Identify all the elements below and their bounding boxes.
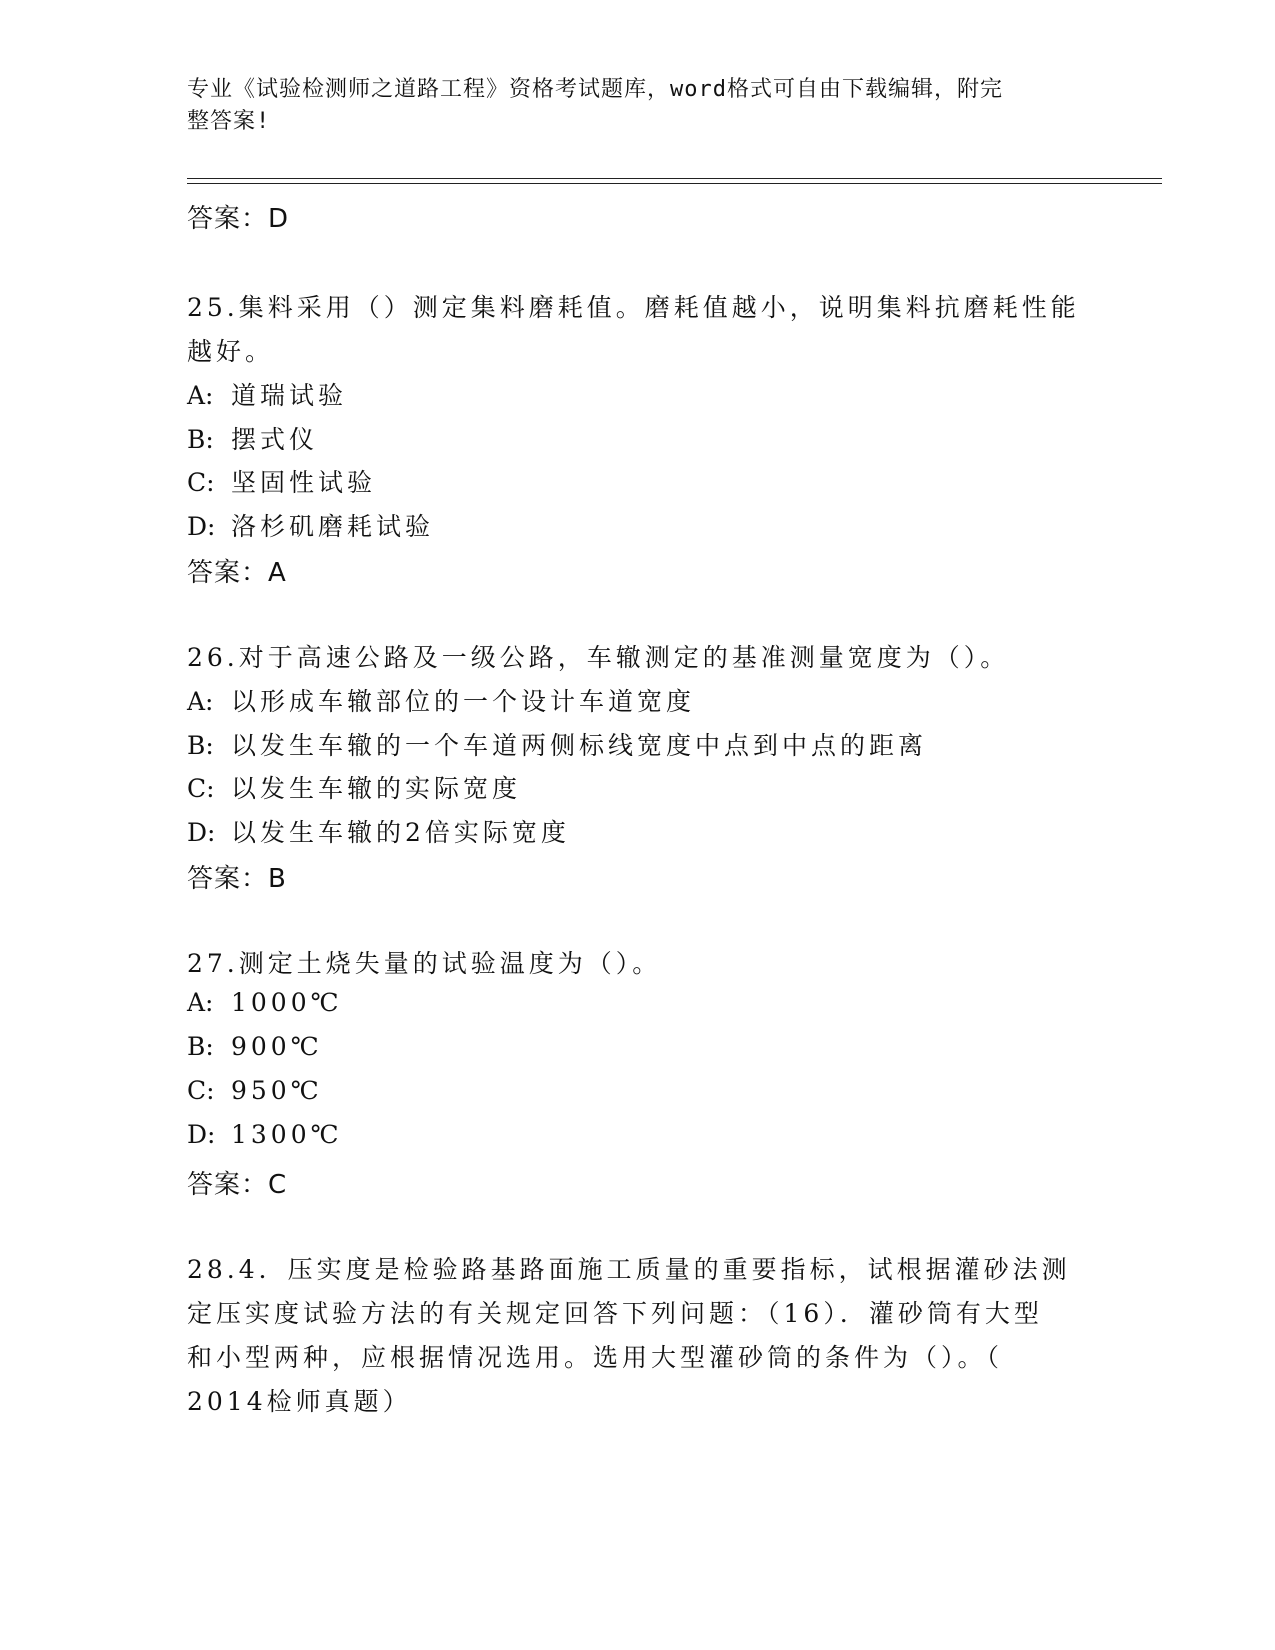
option-letter: B:	[187, 1032, 214, 1061]
question-28-stem-line-4: 2014检师真题）	[187, 1387, 412, 1416]
option-letter: A:	[187, 988, 214, 1017]
option-letter: A:	[187, 687, 214, 716]
question-27-option-d	[187, 1120, 343, 1149]
question-28-stem-line-3: 和小型两种，应根据情况选用。选用大型灌砂筒的条件为（）。（	[187, 1343, 1004, 1372]
option-letter: C:	[187, 1076, 215, 1105]
question-27-option-c	[187, 1076, 323, 1105]
option-letter: B:	[187, 425, 214, 454]
option-text: 摆式仪	[231, 425, 319, 454]
question-25-option-d	[187, 507, 434, 543]
option-letter: D:	[187, 512, 216, 541]
document-header-note	[187, 74, 1087, 138]
option-letter: A:	[187, 381, 214, 410]
question-27-stem-line-1: 27.测定土烧失量的试验温度为（）。	[187, 949, 662, 978]
option-text: 1300℃	[231, 1120, 343, 1149]
question-26-option-b	[187, 726, 927, 762]
header-note-line-1: 专业《试验检测师之道路工程》资格考试题库，word格式可自由下载编辑，附完	[187, 77, 1003, 102]
question-25-answer: 答案：A	[187, 558, 287, 588]
question-27-option-b	[187, 1032, 323, 1061]
question-27-answer: 答案：C	[187, 1170, 288, 1200]
option-letter: D:	[187, 1120, 216, 1149]
question-28-stem-line-2: 定压实度试验方法的有关规定回答下列问题：（16）．灌砂筒有大型	[187, 1299, 1043, 1328]
header-note-line-2: 整答案!	[187, 109, 271, 134]
question-26-stem-line-1: 26.对于高速公路及一级公路，车辙测定的基准测量宽度为（）。	[187, 643, 1010, 672]
question-25-option-a	[187, 376, 347, 412]
header-divider-top	[187, 178, 1162, 179]
option-text: 以发生车辙的实际宽度	[231, 774, 522, 803]
option-letter: C:	[187, 774, 215, 803]
option-text: 坚固性试验	[231, 468, 377, 497]
option-text: 以发生车辙的2倍实际宽度	[231, 818, 570, 847]
option-letter: D:	[187, 818, 216, 847]
question-25-stem-line-2: 越好。	[187, 337, 275, 366]
option-text: 以发生车辙的一个车道两侧标线宽度中点到中点的距离	[231, 731, 928, 760]
option-text: 900℃	[231, 1032, 323, 1061]
option-letter: B:	[187, 731, 214, 760]
option-text: 以形成车辙部位的一个设计车道宽度	[231, 687, 696, 716]
option-letter: C:	[187, 468, 215, 497]
header-divider-bottom	[187, 183, 1162, 184]
question-27-option-a	[187, 988, 343, 1017]
previous-answer: 答案：D	[187, 204, 290, 234]
question-25-stem-line-1: 25.集料采用（）测定集料磨耗值。磨耗值越小，说明集料抗磨耗性能	[187, 293, 1080, 322]
option-text: 道瑞试验	[231, 381, 348, 410]
question-28-stem-line-1: 28.4．压实度是检验路基路面施工质量的重要指标，试根据灌砂法测	[187, 1255, 1071, 1284]
option-text: 洛杉矶磨耗试验	[231, 512, 435, 541]
question-26-option-a	[187, 682, 695, 718]
question-25-option-c	[187, 463, 376, 499]
question-26-option-d	[187, 813, 570, 849]
question-26-answer: 答案：B	[187, 864, 287, 894]
option-text: 950℃	[231, 1076, 323, 1105]
option-text: 1000℃	[231, 988, 343, 1017]
question-26-option-c	[187, 769, 521, 805]
question-25-option-b	[187, 420, 318, 456]
